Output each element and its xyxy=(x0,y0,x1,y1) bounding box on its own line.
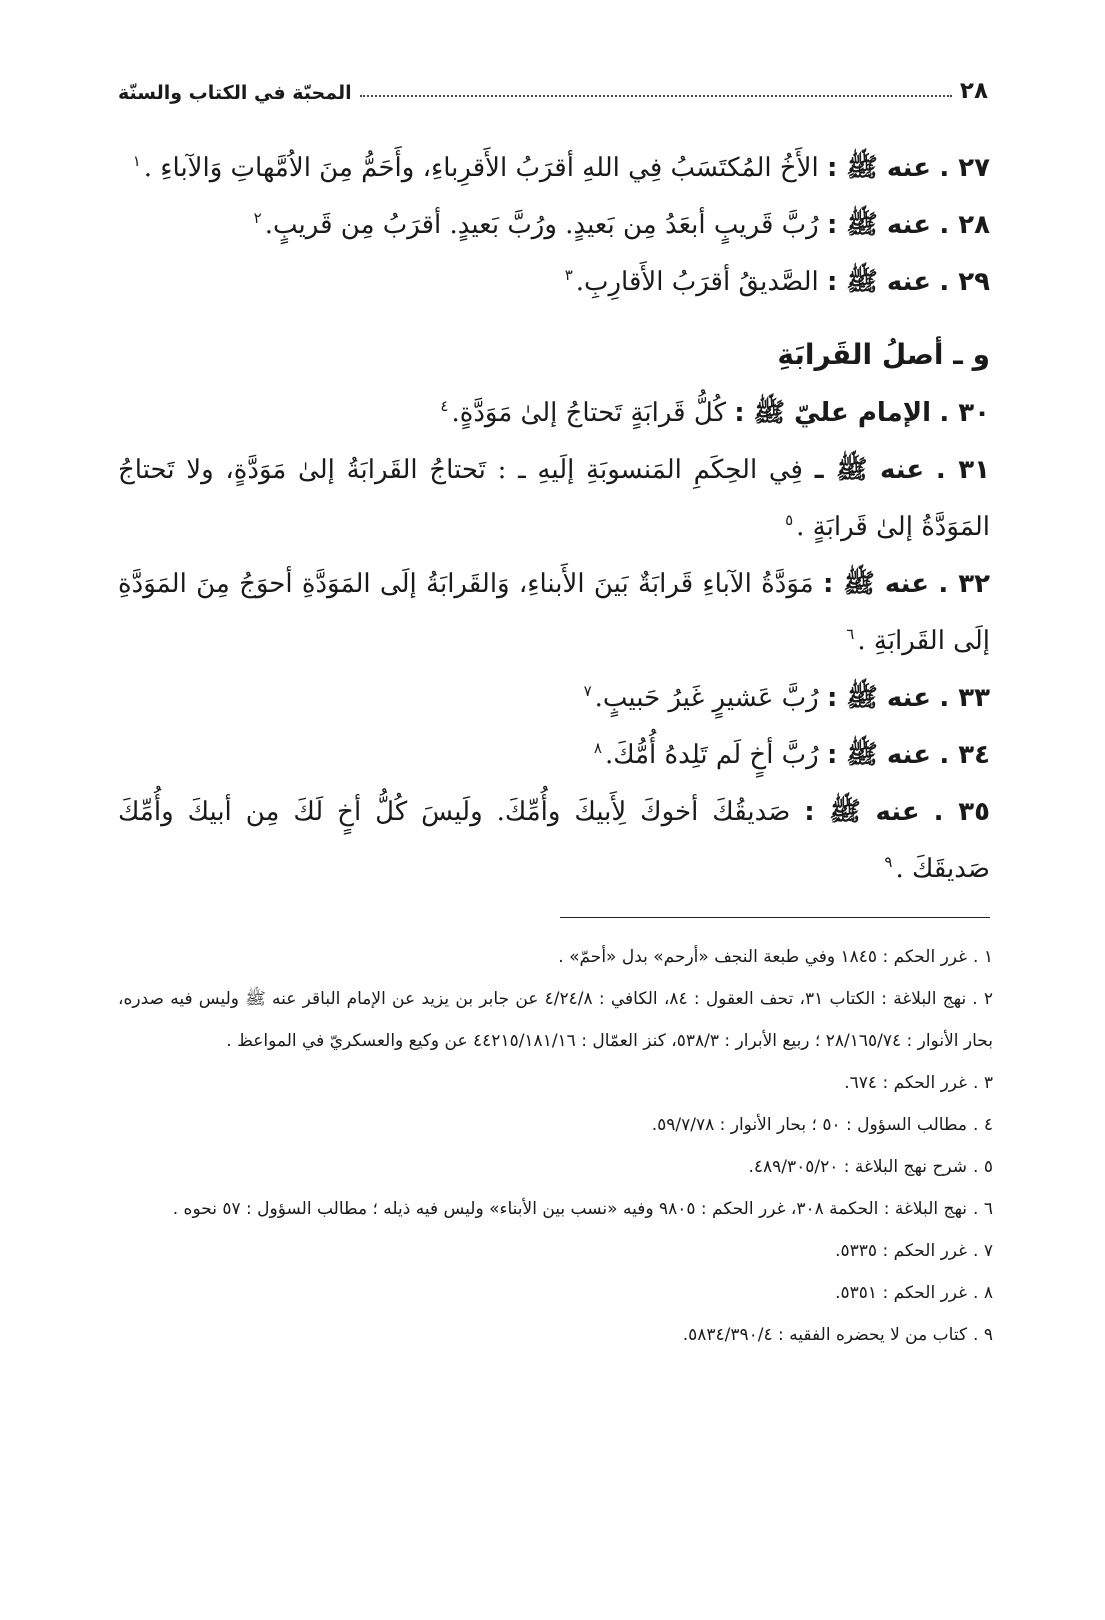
footnote-9: ٩ .كتاب من لا يحضره الفقيه : ٥٨٣٤/٣٩٠/٤. xyxy=(682,1325,993,1345)
hadith-28: ٢٨ . عنه ﷺ : رُبَّ قَريبٍ أبعَدُ مِن بَعيدٍ. ورُبَّ بَعيدٍ. أقرَبُ مِن قَريبٍ.$^٢$ xyxy=(253,209,990,240)
footnote-7: ٧ .غرر الحكم : ٥٣٣٥. xyxy=(835,1241,993,1261)
hadith-34: ٣٤ . عنه ﷺ : رُبَّ أخٍ لَم تَلِدهُ أُمُّكَ.$^٨$ xyxy=(593,739,990,770)
footnote-ref: ٨ xyxy=(593,739,602,758)
footnote-separator xyxy=(560,917,990,918)
footnote-2: ٢ .نهج البلاغة : الكتاب ٣١، تحف العقول : ٨٤، الكافي : ٤/٢٤/٨ عن جابر بن يزيد عن الإمام الباقر عنه ﷺ وليس فيه صدره، بحار الأنوار : ٢٨/١٦٥/٧٤ ؛ ربيع الأبرار : ٥٣٨/٣، كنز العمّال : ٤٤٢١٥/١٨١/١٦ عن وكيع والعسكريّ في المواعظ . xyxy=(118,989,994,1051)
hadith-27: ٢٧ . عنه ﷺ : الأَخُ المُكتَسَبُ فِي اللهِ أقرَبُ الأَقرِباءِ، وأَحَمُّ مِنَ الاُمَّهاتِ وَالآباءِ .$^١$ xyxy=(132,152,990,183)
section-heading: و ـ أصلُ القَرابَةِ xyxy=(777,338,990,371)
hadith-32: ٣٢ . عنه ﷺ : مَوَدَّةُ الآباءِ قَرابَةٌ بَينَ الأَبناءِ، وَالقَرابَةُ إلَى المَوَدَّةِ أحوَجُ مِنَ المَوَدَّةِ إلَى القَرابَةِ .$^٦$ xyxy=(118,569,991,656)
footnote-ref: ٦ xyxy=(846,625,855,644)
footnote-6: ٦ .نهج البلاغة : الحكمة ٣٠٨، غرر الحكم : ٩٨٠٥ وفيه «نسب بين الأبناء» وليس فيه ذيله ؛ مطالب السؤول : ٥٧ نحوه . xyxy=(172,1199,993,1219)
page-number: ٢٨ xyxy=(959,78,988,104)
running-title: المحبّة في الكتاب والسنّة xyxy=(118,82,352,104)
footnote-ref: ٥ xyxy=(785,511,794,530)
footnote-ref: ٤ xyxy=(440,397,449,416)
footnote-1: ١ .غرر الحكم : ١٨٤٥ وفي طبعة النجف «أرحم» بدل «أحمّ» . xyxy=(558,947,993,967)
footnote-3: ٣ .غرر الحكم : ٦٧٤. xyxy=(844,1073,993,1093)
hadith-29: ٢٩ . عنه ﷺ : الصَّديقُ أقرَبُ الأَقارِبِ.$^٣$ xyxy=(564,266,990,297)
header-dot-leader xyxy=(360,95,952,97)
main-text xyxy=(118,140,990,898)
footnote-ref: ٧ xyxy=(583,682,592,701)
footnotes xyxy=(118,936,993,1356)
footnote-5: ٥ .شرح نهج البلاغة : ٤٨٩/٣٠٥/٢٠. xyxy=(748,1157,993,1177)
footnote-ref: ١ xyxy=(132,152,141,171)
footnote-ref: ٢ xyxy=(253,209,262,228)
hadith-30: ٣٠ . الإمام عليّ ﷺ : كُلُّ قَرابَةٍ تَحتاجُ إلىٰ مَوَدَّةٍ.$^٤$ xyxy=(440,397,990,428)
page-header xyxy=(118,64,988,104)
footnote-4: ٤ .مطالب السؤول : ٥٠ ؛ بحار الأنوار : ٥٩/٧/٧٨. xyxy=(651,1115,993,1135)
hadith-33: ٣٣ . عنه ﷺ : رُبَّ عَشيرٍ غَيرُ حَبيبٍ.$^٧$ xyxy=(583,682,990,713)
footnote-8: ٨ .غرر الحكم : ٥٣٥١. xyxy=(835,1283,993,1303)
footnote-ref: ٣ xyxy=(564,266,573,285)
hadith-31: ٣١ . عنه ﷺ ـ فِي الحِكَمِ المَنسوبَةِ إلَيهِ ـ : تَحتاجُ القَرابَةُ إلىٰ مَوَدَّةٍ، ولا تَحتاجُ المَوَدَّةُ إلىٰ قَرابَةٍ .$^٥$ xyxy=(118,455,991,542)
footnote-ref: ٩ xyxy=(884,853,893,872)
hadith-35: ٣٥ . عنه ﷺ : صَديقُكَ أخوكَ لِأَبيكَ وأُمِّكَ. ولَيسَ كُلُّ أخٍ لَكَ مِن أبيكَ وأُمِّكَ صَديقَكَ .$^٩$ xyxy=(118,797,991,884)
